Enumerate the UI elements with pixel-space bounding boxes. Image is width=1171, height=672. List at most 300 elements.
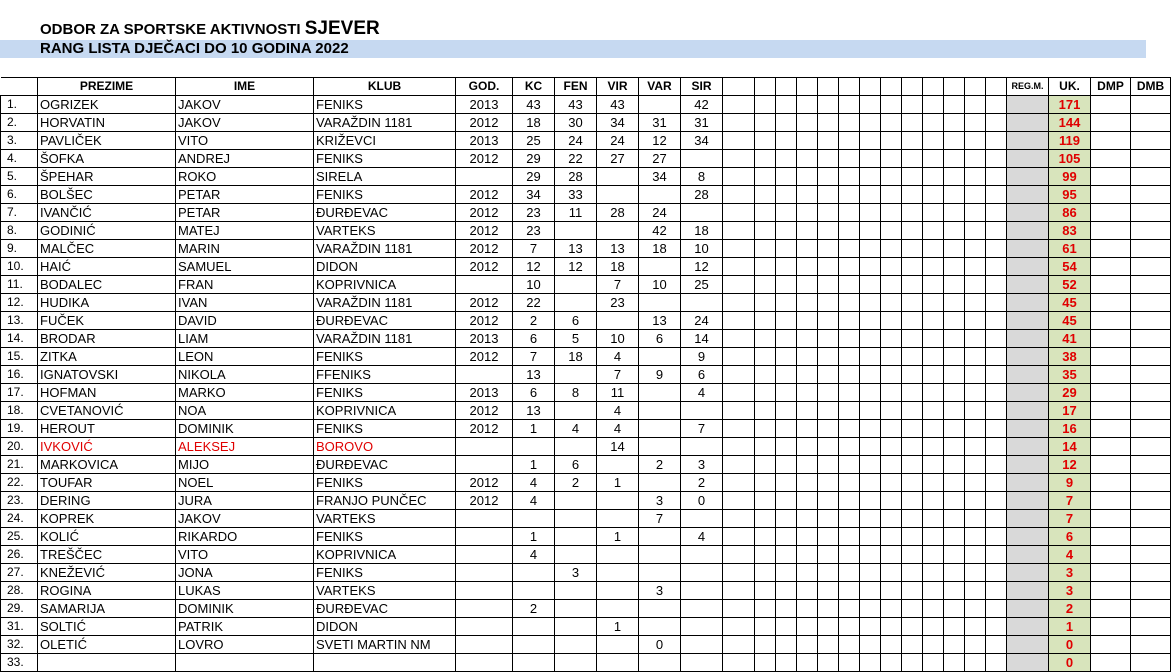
empty-cell xyxy=(986,258,1007,276)
empty-cell xyxy=(797,402,818,420)
dmb-cell xyxy=(1131,222,1171,240)
empty-cell xyxy=(797,366,818,384)
empty-cell xyxy=(944,204,965,222)
var-cell xyxy=(639,546,681,564)
klub-cell: FENIKS xyxy=(314,150,456,168)
empty-cell xyxy=(755,474,776,492)
empty-cell xyxy=(818,420,839,438)
empty-cell xyxy=(818,150,839,168)
klub-cell: ĐURĐEVAC xyxy=(314,600,456,618)
empty-cell xyxy=(818,132,839,150)
empty-cell xyxy=(923,222,944,240)
table-row xyxy=(1,456,1171,474)
dmb-cell xyxy=(1131,96,1171,114)
empty-cell xyxy=(881,366,902,384)
empty-cell xyxy=(902,474,923,492)
empty-cell xyxy=(723,168,755,186)
empty-cell xyxy=(965,204,986,222)
table-row xyxy=(1,186,1171,204)
vir-cell: 13 xyxy=(597,240,639,258)
rank-cell: 18. xyxy=(1,402,38,420)
god-cell: 2013 xyxy=(456,96,513,114)
vir-cell xyxy=(597,492,639,510)
ime-cell: RIKARDO xyxy=(176,528,314,546)
empty-cell xyxy=(902,510,923,528)
ime-cell xyxy=(176,654,314,672)
sir-cell xyxy=(681,564,723,582)
fen-cell: 4 xyxy=(555,420,597,438)
empty-cell xyxy=(755,240,776,258)
table-row xyxy=(1,132,1171,150)
fen-cell: 43 xyxy=(555,96,597,114)
sir-cell xyxy=(681,546,723,564)
prezime-cell: KOPREK xyxy=(38,510,176,528)
dmb-cell xyxy=(1131,330,1171,348)
empty-cell xyxy=(797,510,818,528)
fen-cell xyxy=(555,366,597,384)
empty-cell xyxy=(986,492,1007,510)
prezime-cell: SAMARIJA xyxy=(38,600,176,618)
empty-cell xyxy=(839,132,860,150)
empty-cell xyxy=(944,402,965,420)
dmb-cell xyxy=(1131,168,1171,186)
var-cell xyxy=(639,600,681,618)
empty-cell xyxy=(723,582,755,600)
empty-cell xyxy=(986,582,1007,600)
rank-cell: 10. xyxy=(1,258,38,276)
table-row xyxy=(1,546,1171,564)
vir-cell xyxy=(597,600,639,618)
uk-cell: 86 xyxy=(1049,204,1091,222)
dmp-cell xyxy=(1091,456,1131,474)
uk-cell: 144 xyxy=(1049,114,1091,132)
var-cell: 3 xyxy=(639,582,681,600)
god-cell: 2012 xyxy=(456,474,513,492)
empty-cell xyxy=(723,150,755,168)
rank-cell: 24. xyxy=(1,510,38,528)
empty-cell xyxy=(860,186,881,204)
empty-cell xyxy=(818,492,839,510)
ime-cell: VITO xyxy=(176,546,314,564)
var-cell xyxy=(639,474,681,492)
dmb-cell xyxy=(1131,150,1171,168)
empty-cell xyxy=(776,258,797,276)
col-god: GOD. xyxy=(456,78,513,96)
empty-cell xyxy=(902,276,923,294)
rank-cell: 3. xyxy=(1,132,38,150)
empty-cell xyxy=(923,276,944,294)
empty-cell xyxy=(860,348,881,366)
klub-cell xyxy=(314,654,456,672)
empty-cell xyxy=(797,294,818,312)
col-fen: FEN xyxy=(555,78,597,96)
empty-cell xyxy=(818,438,839,456)
var-cell xyxy=(639,618,681,636)
empty-cell xyxy=(881,492,902,510)
empty-cell xyxy=(797,276,818,294)
prezime-cell: KNEŽEVIĆ xyxy=(38,564,176,582)
empty-cell xyxy=(818,384,839,402)
var-cell xyxy=(639,96,681,114)
rank-cell: 4. xyxy=(1,150,38,168)
var-cell: 18 xyxy=(639,240,681,258)
empty-cell xyxy=(797,96,818,114)
rank-cell: 17. xyxy=(1,384,38,402)
fen-cell: 8 xyxy=(555,384,597,402)
rank-cell: 14. xyxy=(1,330,38,348)
empty-cell xyxy=(881,528,902,546)
empty-cell xyxy=(923,132,944,150)
empty-cell xyxy=(986,420,1007,438)
header-row xyxy=(1,78,1171,96)
kc-cell: 23 xyxy=(513,204,555,222)
dmb-cell xyxy=(1131,600,1171,618)
empty-cell xyxy=(860,582,881,600)
dmb-cell xyxy=(1131,294,1171,312)
empty-cell xyxy=(965,438,986,456)
empty-cell xyxy=(839,420,860,438)
var-cell: 42 xyxy=(639,222,681,240)
empty-cell xyxy=(860,294,881,312)
fen-cell xyxy=(555,582,597,600)
dmb-cell xyxy=(1131,438,1171,456)
vir-cell: 34 xyxy=(597,114,639,132)
ime-cell: IVAN xyxy=(176,294,314,312)
rank-cell: 2. xyxy=(1,114,38,132)
regm-cell xyxy=(1007,258,1049,276)
god-cell: 2012 xyxy=(456,420,513,438)
table-row xyxy=(1,384,1171,402)
empty-cell xyxy=(902,312,923,330)
vir-cell xyxy=(597,582,639,600)
empty-cell xyxy=(755,654,776,672)
var-cell: 31 xyxy=(639,114,681,132)
empty-cell xyxy=(818,258,839,276)
regm-cell xyxy=(1007,186,1049,204)
empty-cell xyxy=(902,132,923,150)
empty-cell xyxy=(860,168,881,186)
empty-cell xyxy=(986,276,1007,294)
empty-cell xyxy=(902,636,923,654)
empty-cell xyxy=(776,294,797,312)
kc-cell: 43 xyxy=(513,96,555,114)
ime-cell: NOA xyxy=(176,402,314,420)
empty-cell xyxy=(965,258,986,276)
empty-cell xyxy=(755,618,776,636)
empty-cell xyxy=(776,564,797,582)
empty-cell xyxy=(776,402,797,420)
dmp-cell xyxy=(1091,294,1131,312)
var-cell: 9 xyxy=(639,366,681,384)
god-cell xyxy=(456,654,513,672)
col-empty xyxy=(923,78,944,96)
uk-cell: 7 xyxy=(1049,510,1091,528)
empty-cell xyxy=(839,402,860,420)
dmb-cell xyxy=(1131,312,1171,330)
klub-cell: VARTEKS xyxy=(314,510,456,528)
ime-cell: JONA xyxy=(176,564,314,582)
kc-cell: 29 xyxy=(513,168,555,186)
table-row xyxy=(1,366,1171,384)
empty-cell xyxy=(839,114,860,132)
empty-cell xyxy=(902,420,923,438)
empty-cell xyxy=(776,510,797,528)
god-cell xyxy=(456,438,513,456)
fen-cell: 12 xyxy=(555,258,597,276)
rank-cell: 21. xyxy=(1,456,38,474)
vir-cell xyxy=(597,456,639,474)
empty-cell xyxy=(723,240,755,258)
fen-cell xyxy=(555,402,597,420)
empty-cell xyxy=(818,366,839,384)
empty-cell xyxy=(902,366,923,384)
dmp-cell xyxy=(1091,438,1131,456)
klub-cell: FENIKS xyxy=(314,528,456,546)
regm-cell xyxy=(1007,546,1049,564)
empty-cell xyxy=(776,636,797,654)
empty-cell xyxy=(755,384,776,402)
empty-cell xyxy=(818,294,839,312)
empty-cell xyxy=(944,420,965,438)
regm-cell xyxy=(1007,492,1049,510)
dmp-cell xyxy=(1091,276,1131,294)
empty-cell xyxy=(818,456,839,474)
var-cell: 13 xyxy=(639,312,681,330)
ime-cell: NOEL xyxy=(176,474,314,492)
prezime-cell: ZITKA xyxy=(38,348,176,366)
klub-cell: FENIKS xyxy=(314,474,456,492)
empty-cell xyxy=(881,186,902,204)
table-row xyxy=(1,312,1171,330)
empty-cell xyxy=(923,438,944,456)
sir-cell: 9 xyxy=(681,348,723,366)
empty-cell xyxy=(881,456,902,474)
vir-cell: 7 xyxy=(597,366,639,384)
prezime-cell: HOFMAN xyxy=(38,384,176,402)
ime-cell: LIAM xyxy=(176,330,314,348)
sir-cell: 8 xyxy=(681,168,723,186)
empty-cell xyxy=(723,258,755,276)
var-cell xyxy=(639,654,681,672)
prezime-cell: MALČEC xyxy=(38,240,176,258)
sir-cell xyxy=(681,582,723,600)
empty-cell xyxy=(965,528,986,546)
empty-cell xyxy=(797,438,818,456)
table-row xyxy=(1,402,1171,420)
empty-cell xyxy=(755,492,776,510)
empty-cell xyxy=(881,150,902,168)
uk-cell: 2 xyxy=(1049,600,1091,618)
god-cell: 2012 xyxy=(456,294,513,312)
empty-cell xyxy=(860,276,881,294)
dmp-cell xyxy=(1091,600,1131,618)
table-row xyxy=(1,276,1171,294)
empty-cell xyxy=(965,240,986,258)
empty-cell xyxy=(860,258,881,276)
empty-cell xyxy=(965,150,986,168)
empty-cell xyxy=(818,186,839,204)
empty-cell xyxy=(944,96,965,114)
empty-cell xyxy=(944,582,965,600)
empty-cell xyxy=(923,654,944,672)
var-cell: 12 xyxy=(639,132,681,150)
dmp-cell xyxy=(1091,384,1131,402)
empty-cell xyxy=(902,168,923,186)
var-cell: 10 xyxy=(639,276,681,294)
empty-cell xyxy=(860,204,881,222)
empty-cell xyxy=(965,546,986,564)
empty-cell xyxy=(723,276,755,294)
kc-cell xyxy=(513,636,555,654)
empty-cell xyxy=(902,600,923,618)
empty-cell xyxy=(944,384,965,402)
empty-cell xyxy=(965,636,986,654)
dmb-cell xyxy=(1131,582,1171,600)
regm-cell xyxy=(1007,276,1049,294)
klub-cell: FENIKS xyxy=(314,384,456,402)
table-row xyxy=(1,618,1171,636)
sir-cell: 42 xyxy=(681,96,723,114)
vir-cell xyxy=(597,564,639,582)
empty-cell xyxy=(986,636,1007,654)
var-cell xyxy=(639,528,681,546)
empty-cell xyxy=(944,564,965,582)
god-cell xyxy=(456,456,513,474)
empty-cell xyxy=(839,546,860,564)
dmp-cell xyxy=(1091,636,1131,654)
dmp-cell xyxy=(1091,132,1131,150)
empty-cell xyxy=(755,132,776,150)
vir-cell xyxy=(597,222,639,240)
empty-cell xyxy=(881,384,902,402)
kc-cell: 6 xyxy=(513,384,555,402)
fen-cell: 30 xyxy=(555,114,597,132)
regm-cell xyxy=(1007,384,1049,402)
empty-cell xyxy=(839,564,860,582)
table-row xyxy=(1,474,1171,492)
empty-cell xyxy=(860,96,881,114)
dmb-cell xyxy=(1131,654,1171,672)
empty-cell xyxy=(723,420,755,438)
empty-cell xyxy=(839,528,860,546)
vir-cell: 4 xyxy=(597,420,639,438)
fen-cell xyxy=(555,636,597,654)
empty-cell xyxy=(776,474,797,492)
empty-cell xyxy=(881,546,902,564)
klub-cell: FENIKS xyxy=(314,348,456,366)
empty-cell xyxy=(839,510,860,528)
empty-cell xyxy=(755,528,776,546)
table-row xyxy=(1,96,1171,114)
table-row xyxy=(1,114,1171,132)
empty-cell xyxy=(797,492,818,510)
empty-cell xyxy=(839,366,860,384)
klub-cell: FENIKS xyxy=(314,96,456,114)
sir-cell xyxy=(681,600,723,618)
empty-cell xyxy=(776,276,797,294)
empty-cell xyxy=(755,510,776,528)
empty-cell xyxy=(986,438,1007,456)
col-empty xyxy=(902,78,923,96)
ime-cell: VITO xyxy=(176,132,314,150)
empty-cell xyxy=(986,546,1007,564)
empty-cell xyxy=(923,186,944,204)
empty-cell xyxy=(881,654,902,672)
dmb-cell xyxy=(1131,420,1171,438)
empty-cell xyxy=(965,168,986,186)
empty-cell xyxy=(965,564,986,582)
empty-cell xyxy=(818,474,839,492)
title-prefix: ODBOR ZA SPORTSKE AKTIVNOSTI xyxy=(40,21,301,38)
rank-cell: 27. xyxy=(1,564,38,582)
kc-cell: 4 xyxy=(513,492,555,510)
regm-cell xyxy=(1007,222,1049,240)
dmb-cell xyxy=(1131,204,1171,222)
empty-cell xyxy=(755,312,776,330)
empty-cell xyxy=(755,366,776,384)
uk-cell: 95 xyxy=(1049,186,1091,204)
kc-cell: 13 xyxy=(513,366,555,384)
rank-cell: 19. xyxy=(1,420,38,438)
kc-cell: 29 xyxy=(513,150,555,168)
kc-cell: 13 xyxy=(513,402,555,420)
col-rank xyxy=(1,78,38,96)
empty-cell xyxy=(923,474,944,492)
empty-cell xyxy=(839,222,860,240)
uk-cell: 99 xyxy=(1049,168,1091,186)
god-cell xyxy=(456,366,513,384)
fen-cell: 11 xyxy=(555,204,597,222)
empty-cell xyxy=(902,150,923,168)
col-sir: SIR xyxy=(681,78,723,96)
god-cell: 2013 xyxy=(456,384,513,402)
empty-cell xyxy=(755,222,776,240)
empty-cell xyxy=(902,528,923,546)
uk-cell: 6 xyxy=(1049,528,1091,546)
uk-cell: 3 xyxy=(1049,564,1091,582)
uk-cell: 83 xyxy=(1049,222,1091,240)
rank-cell: 20. xyxy=(1,438,38,456)
sir-cell: 18 xyxy=(681,222,723,240)
empty-cell xyxy=(944,528,965,546)
empty-cell xyxy=(818,528,839,546)
ime-cell: LOVRO xyxy=(176,636,314,654)
empty-cell xyxy=(944,474,965,492)
empty-cell xyxy=(944,348,965,366)
empty-cell xyxy=(723,294,755,312)
empty-cell xyxy=(839,474,860,492)
dmb-cell xyxy=(1131,618,1171,636)
empty-cell xyxy=(723,474,755,492)
empty-cell xyxy=(776,384,797,402)
empty-cell xyxy=(818,240,839,258)
empty-cell xyxy=(902,348,923,366)
empty-cell xyxy=(839,600,860,618)
empty-cell xyxy=(839,618,860,636)
empty-cell xyxy=(965,222,986,240)
klub-cell: SIRELA xyxy=(314,168,456,186)
empty-cell xyxy=(797,582,818,600)
god-cell xyxy=(456,276,513,294)
empty-cell xyxy=(944,276,965,294)
dmp-cell xyxy=(1091,420,1131,438)
vir-cell: 28 xyxy=(597,204,639,222)
col-empty xyxy=(818,78,839,96)
dmp-cell xyxy=(1091,564,1131,582)
empty-cell xyxy=(723,312,755,330)
rank-cell: 15. xyxy=(1,348,38,366)
dmp-cell xyxy=(1091,582,1131,600)
